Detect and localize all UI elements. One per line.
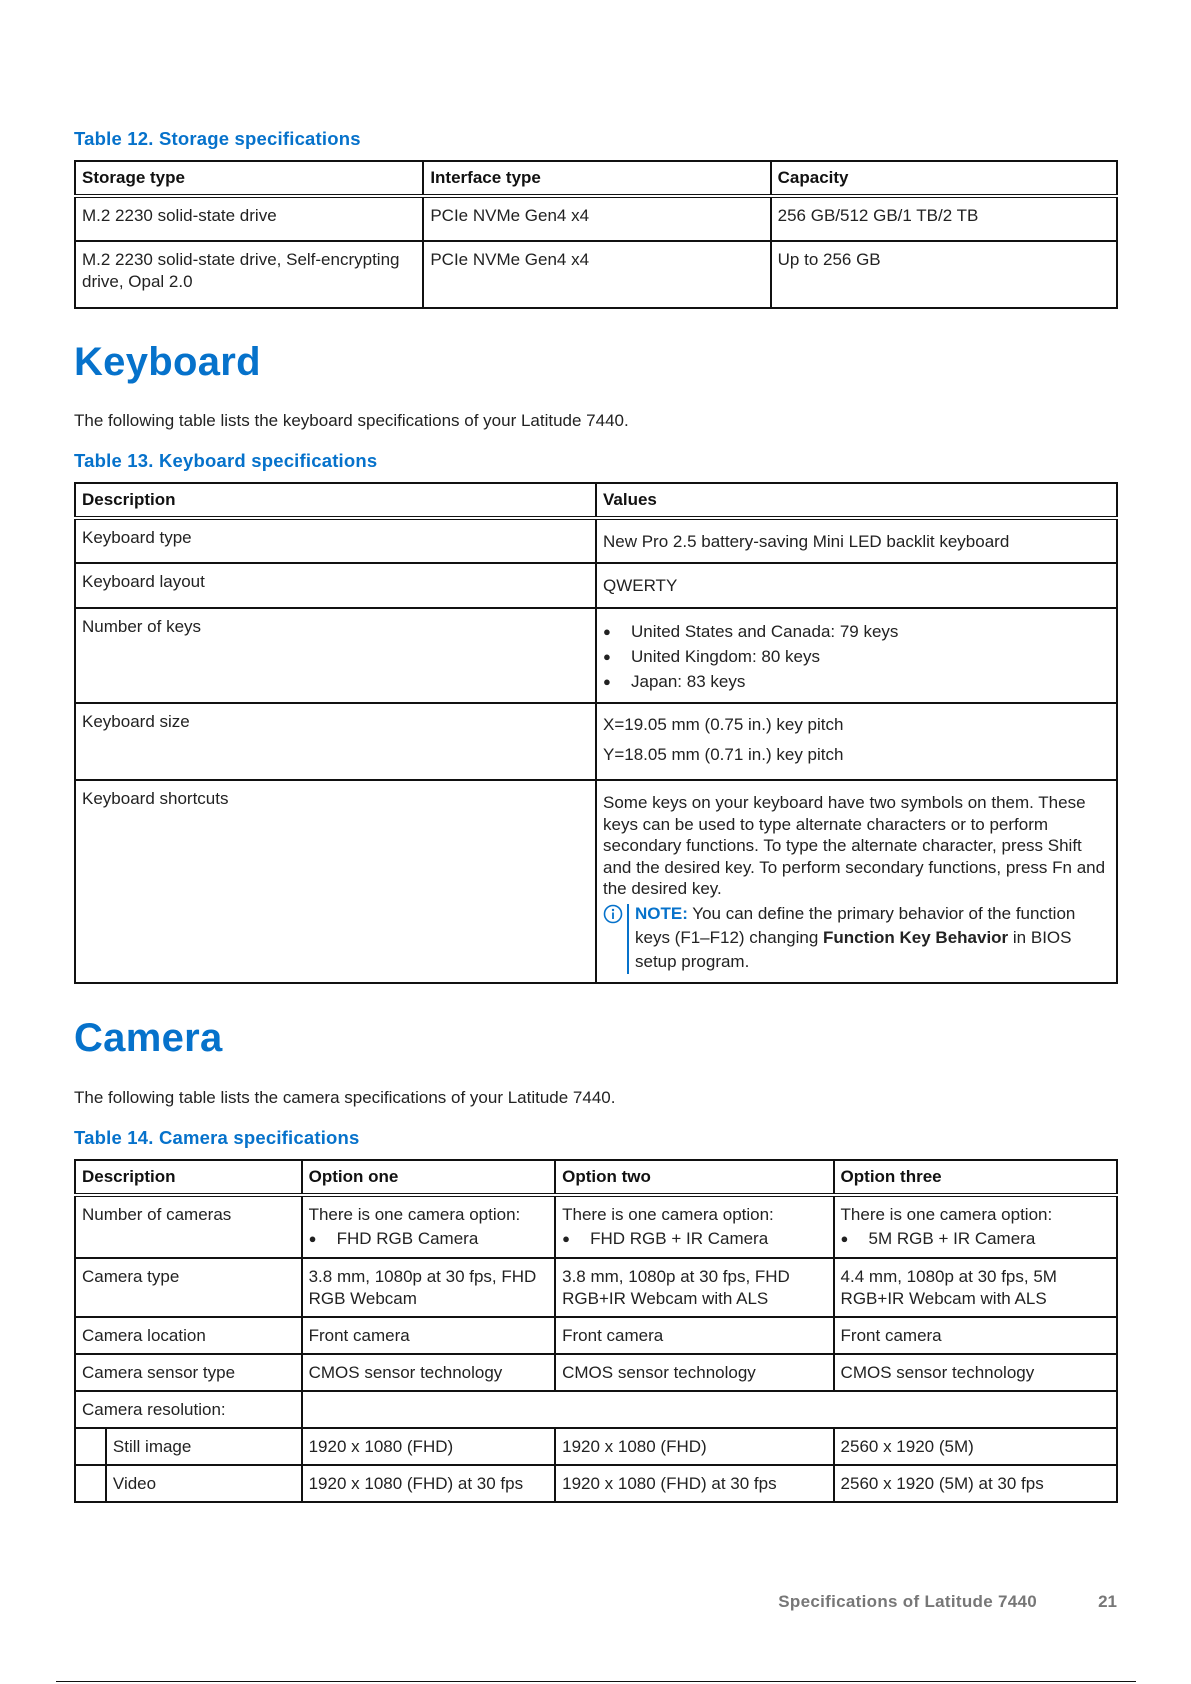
- header-option-one: Option one: [302, 1160, 556, 1195]
- table-cell: [555, 1195, 833, 1258]
- table-cell: CMOS sensor technology: [302, 1354, 556, 1391]
- header-capacity: Capacity: [771, 161, 1117, 196]
- table-cell: [596, 780, 1117, 983]
- table-row: [75, 1317, 1117, 1354]
- table-cell: Front camera: [555, 1317, 833, 1354]
- table-cell: 3.8 mm, 1080p at 30 fps, FHD RGB Webcam: [302, 1258, 556, 1317]
- info-icon: [603, 904, 623, 924]
- table-caption-keyboard: Table 13. Keyboard specifications: [74, 450, 378, 471]
- table-cell: Keyboard size: [75, 703, 596, 780]
- note-label: NOTE:: [634, 903, 688, 923]
- table-cell: 1920 x 1080 (FHD): [302, 1428, 556, 1465]
- key-pitch-y: Y=18.05 mm (0.71 in.) key pitch: [602, 745, 844, 764]
- table-cell: Camera type: [75, 1258, 302, 1317]
- table-header-row: [75, 483, 1117, 518]
- table-row: [75, 1354, 1117, 1391]
- list-item: ● United Kingdom: 80 keys: [603, 644, 1110, 669]
- option-intro: There is one camera option:: [840, 1205, 1053, 1224]
- list-item: ● FHD RGB + IR Camera: [562, 1226, 826, 1251]
- section-heading-camera: Camera: [74, 1016, 223, 1060]
- table-cell: 2560 x 1920 (5M) at 30 fps: [834, 1465, 1117, 1502]
- section-heading-keyboard: Keyboard: [74, 340, 261, 384]
- key-pitch-x: X=19.05 mm (0.75 in.) key pitch: [602, 715, 844, 734]
- camera-intro: The following table lists the camera specifications of your Latitude 7440.: [74, 1088, 616, 1107]
- list-item: ● Japan: 83 keys: [603, 669, 1110, 694]
- shortcuts-text: Some keys on your keyboard have two symbols on them. These keys can be used to type alternate characters or to perform secondary functions. To type the alternate character, press Shift and the desired key. To perform secondary functions, press Fn and the desired key.: [602, 793, 1106, 898]
- table-cell: Camera sensor type: [75, 1354, 302, 1391]
- table-row: [75, 703, 1117, 780]
- table-cell: 1920 x 1080 (FHD) at 30 fps: [555, 1465, 833, 1502]
- option-intro: There is one camera option:: [562, 1205, 774, 1224]
- table-cell: Keyboard shortcuts: [75, 780, 596, 983]
- header-values: Values: [596, 483, 1117, 518]
- table-cell-empty: [302, 1391, 1117, 1428]
- table-cell: Still image: [106, 1428, 302, 1465]
- table-header-row: [75, 161, 1117, 196]
- list-item: ● United States and Canada: 79 keys: [603, 619, 1110, 644]
- camera-option-list: [562, 1226, 826, 1251]
- table-cell: CMOS sensor technology: [555, 1354, 833, 1391]
- table-cell: 3.8 mm, 1080p at 30 fps, FHD RGB+IR Webcam with ALS: [555, 1258, 833, 1317]
- table-cell: Keyboard layout: [75, 563, 596, 608]
- storage-table: [74, 160, 1118, 309]
- table-row: [75, 563, 1117, 608]
- table-cell: 4.4 mm, 1080p at 30 fps, 5M RGB+IR Webcam with ALS: [834, 1258, 1117, 1317]
- indent-cell: [75, 1465, 106, 1502]
- header-option-three: Option three: [834, 1160, 1117, 1195]
- table-row: [75, 518, 1117, 563]
- note-text-part: in BIOS setup program.: [634, 927, 1072, 971]
- page-number: 21: [1098, 1592, 1117, 1611]
- table-cell: Front camera: [834, 1317, 1117, 1354]
- note-box: [603, 902, 1110, 974]
- table-header-row: [75, 1160, 1117, 1195]
- table-cell: 1920 x 1080 (FHD) at 30 fps: [302, 1465, 556, 1502]
- list-item: ● FHD RGB Camera: [309, 1226, 549, 1251]
- header-description: Description: [75, 483, 596, 518]
- header-option-two: Option two: [555, 1160, 833, 1195]
- table-cell: New Pro 2.5 battery-saving Mini LED backlit keyboard: [596, 518, 1117, 563]
- footer-rule: [56, 1681, 1136, 1682]
- table-row: [75, 1258, 1117, 1317]
- table-caption-camera: Table 14. Camera specifications: [74, 1127, 360, 1148]
- table-cell: [596, 608, 1117, 703]
- table-cell: Number of cameras: [75, 1195, 302, 1258]
- table-cell: CMOS sensor technology: [834, 1354, 1117, 1391]
- table-row: [75, 196, 1117, 241]
- header-storage-type: Storage type: [75, 161, 423, 196]
- camera-option-list: [309, 1226, 549, 1251]
- header-interface-type: Interface type: [423, 161, 770, 196]
- table-row: [75, 1465, 1117, 1502]
- note-text-part: You can define the primary behavior of the function keys (F1–F12) changing: [634, 903, 1076, 947]
- camera-option-list: [841, 1226, 1110, 1251]
- table-cell: [302, 1195, 556, 1258]
- table-row: [75, 1195, 1117, 1258]
- table-cell: PCIe NVMe Gen4 x4: [423, 196, 770, 241]
- table-cell: Camera location: [75, 1317, 302, 1354]
- table-cell: PCIe NVMe Gen4 x4: [423, 241, 770, 308]
- table-cell: M.2 2230 solid-state drive: [75, 196, 423, 241]
- table-caption-storage: Table 12. Storage specifications: [74, 128, 361, 149]
- keys-list: [603, 619, 1110, 694]
- table-cell: Number of keys: [75, 608, 596, 703]
- table-cell: 1920 x 1080 (FHD): [555, 1428, 833, 1465]
- table-row: [75, 608, 1117, 703]
- note-bar: [627, 904, 629, 974]
- table-cell: 256 GB/512 GB/1 TB/2 TB: [771, 196, 1117, 241]
- footer-title: Specifications of Latitude 7440: [778, 1592, 1037, 1611]
- option-intro: There is one camera option:: [308, 1205, 521, 1224]
- header-description: Description: [75, 1160, 302, 1195]
- table-cell: Camera resolution:: [75, 1391, 302, 1428]
- table-row: [75, 780, 1117, 983]
- keyboard-table: [74, 482, 1118, 984]
- table-row: [75, 1428, 1117, 1465]
- keyboard-intro: The following table lists the keyboard specifications of your Latitude 7440.: [74, 411, 629, 430]
- table-cell: Front camera: [302, 1317, 556, 1354]
- list-item: ● 5M RGB + IR Camera: [841, 1226, 1110, 1251]
- table-cell: Video: [106, 1465, 302, 1502]
- table-cell: 2560 x 1920 (5M): [834, 1428, 1117, 1465]
- table-cell: [834, 1195, 1117, 1258]
- indent-cell: [75, 1428, 106, 1465]
- note-text: [633, 902, 1110, 974]
- table-row: [75, 1391, 1117, 1428]
- table-cell: QWERTY: [596, 563, 1117, 608]
- table-cell: M.2 2230 solid-state drive, Self-encrypting drive, Opal 2.0: [75, 241, 423, 308]
- table-row: [75, 241, 1117, 308]
- table-cell: [596, 703, 1117, 780]
- table-cell: Keyboard type: [75, 518, 596, 563]
- camera-table: [74, 1159, 1118, 1503]
- table-cell: Up to 256 GB: [771, 241, 1117, 308]
- note-bold: Function Key Behavior: [823, 927, 1009, 947]
